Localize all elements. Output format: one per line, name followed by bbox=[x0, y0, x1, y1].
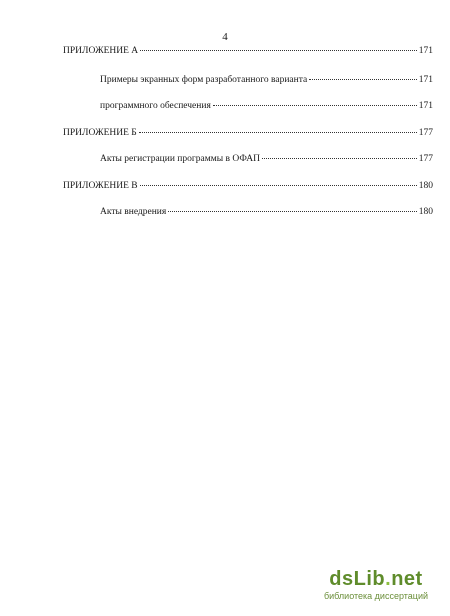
watermark-caption: библиотека диссертаций bbox=[323, 591, 428, 601]
toc-entry-page: 171 bbox=[418, 75, 433, 85]
toc-entry-title: ПРИЛОЖЕНИЕ В bbox=[63, 181, 138, 191]
toc-entry-title: Акты регистрации программы в ОФАП bbox=[100, 154, 260, 164]
toc-entry-title: программного обеспечения bbox=[100, 101, 211, 111]
toc-entry-page: 180 bbox=[418, 207, 433, 217]
toc-entry-software[interactable] bbox=[100, 100, 433, 112]
toc-entry-title: Примеры экранных форм разработанного варианта bbox=[100, 75, 308, 85]
dslib-logo bbox=[316, 568, 436, 590]
toc-entry-appendix-a[interactable] bbox=[63, 45, 433, 57]
toc-entry-ofap[interactable] bbox=[100, 153, 433, 165]
toc-leader bbox=[168, 211, 416, 212]
toc-leader bbox=[140, 50, 417, 51]
toc-entry-implementation[interactable] bbox=[100, 206, 433, 218]
toc-leader bbox=[309, 79, 417, 80]
toc-entry-page: 171 bbox=[418, 46, 433, 56]
toc-entry-page: 180 bbox=[418, 181, 433, 191]
toc-entry-appendix-v[interactable] bbox=[63, 180, 433, 192]
logo-dot: . bbox=[385, 568, 392, 590]
toc-entry-page: 177 bbox=[418, 154, 433, 164]
logo-text-net: net bbox=[391, 568, 423, 590]
logo-text-ds: dsLib bbox=[329, 568, 386, 590]
toc-entry-page: 171 bbox=[418, 101, 433, 111]
toc-entry-title: ПРИЛОЖЕНИЕ Б bbox=[63, 128, 137, 138]
page-number: 4 bbox=[222, 31, 228, 43]
toc-entry-page: 177 bbox=[418, 128, 433, 138]
toc-entry-title: ПРИЛОЖЕНИЕ А bbox=[63, 46, 139, 56]
toc-entry-title: Акты внедрения bbox=[100, 207, 167, 217]
toc-leader bbox=[262, 158, 417, 159]
toc-leader bbox=[140, 185, 417, 186]
toc-leader bbox=[139, 132, 417, 133]
dslib-watermark bbox=[316, 568, 436, 602]
toc-entry-appendix-b[interactable] bbox=[63, 127, 433, 139]
toc-leader bbox=[213, 105, 417, 106]
toc-entry-screen-forms[interactable] bbox=[100, 74, 433, 86]
